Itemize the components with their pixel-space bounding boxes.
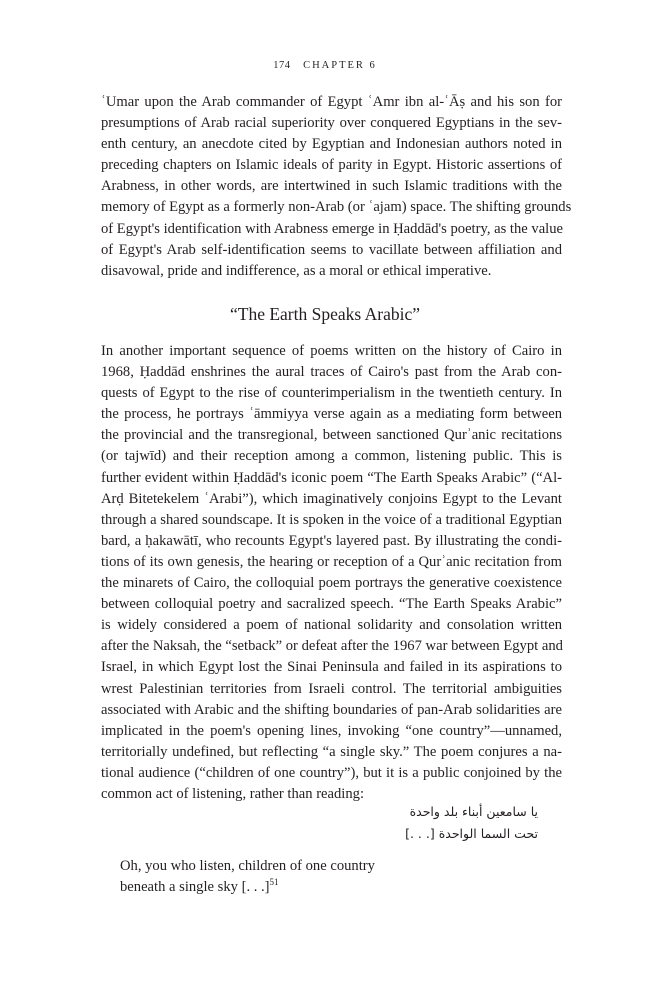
text-line: further evident within Ḥaddād's iconic poem “The Earth Speaks Arabic” (“Al- xyxy=(101,469,562,486)
section-heading: “The Earth Speaks Arabic” xyxy=(230,304,420,324)
text-line: after the Naksah, the “setback” or defeat after the 1967 war between Egypt and xyxy=(101,638,563,655)
text-line: Arḍ Bitetekelem ʿArabi”), which imaginatively conjoins Egypt to the Levant xyxy=(101,490,562,507)
text-line: of Egypt's Arab self-identification seems to vacillate between affiliation and xyxy=(101,241,562,258)
footnote-ref[interactable]: 51 xyxy=(269,877,279,887)
text-line: tions of its own genesis, the hearing or reception of a Qurʾanic recitation from xyxy=(101,553,562,570)
text-line: In another important sequence of poems written on the history of Cairo in xyxy=(101,343,562,359)
text-line: (or tajwīd) and their reception among a common, listening public. This is xyxy=(101,448,562,465)
text-line: the provincial and the transregional, between sanctioned Qurʾanic recitations xyxy=(101,427,562,444)
text-line: preceding chapters on Islamic ideals of parity in Egypt. Historic assertions of xyxy=(101,157,562,174)
text-line: bard, a ḥakawātī, who recounts Egypt's layered past. By illustrating the condi- xyxy=(101,532,562,549)
translation-line: Oh, you who listen, children of one country xyxy=(120,858,375,874)
text-line: of Egypt's identification with Arabness emerge in Ḥaddād's poetry, as the value xyxy=(101,220,564,237)
text-line: common act of listening, rather than reading: xyxy=(101,785,365,802)
text-line: the minarets of Cairo, the colloquial poem portrays the generative coexistence xyxy=(101,575,562,592)
arabic-verse-line: تحت السما الواحدة [. . .] xyxy=(405,826,538,841)
text-line: associated with Arabic and the shifting boundaries of pan-Arab solidarities are xyxy=(101,701,562,718)
text-line: disavowal, pride and indifference, as a moral or ethical imperative. xyxy=(101,262,492,279)
arabic-verse-line: يا سامعين أبناء بلد واحدة xyxy=(409,804,538,819)
translation-line xyxy=(120,877,540,898)
page-number: 174 xyxy=(273,60,291,71)
text-line: memory of Egypt as a formerly non-Arab (or ʿajam) space. The shifting grounds xyxy=(101,199,572,216)
paragraph-1 xyxy=(101,92,572,282)
text-line: territorially undefined, but reflecting “a single sky.” The poem conjures a na- xyxy=(101,743,562,760)
text-line: between colloquial poetry and sacralized speech. “The Earth Speaks Arabic” xyxy=(101,596,562,613)
text-line: through a shared soundscape. It is spoken in the voice of a traditional Egyptian xyxy=(101,511,562,528)
text-line: tional audience (“children of one country”), but it is a public conjoined by the xyxy=(101,764,562,781)
text-line: quests of Egypt to the rise of counterimperialism in the twentieth century. In xyxy=(101,385,562,402)
text-line: enth century, an anecdote cited by Egyptian and Indonesian authors noted in xyxy=(101,136,562,153)
text-line: ʿUmar upon the Arab commander of Egypt ʿAmr ibn al-ʿĀṣ and his son for xyxy=(101,94,562,110)
text-line: presumptions of Arab racial superiority over conquered Egyptians in the sev- xyxy=(101,115,562,132)
translation-text: beneath a single sky [. . .] xyxy=(120,879,270,895)
text-line: wrest Palestinian territories from Israeli control. The territorial ambiguities xyxy=(101,680,562,697)
paragraph-2 xyxy=(101,341,562,805)
chapter-label: CHAPTER 6 xyxy=(303,60,377,71)
text-line: Arabness, in other words, are intertwined in such Islamic traditions with the xyxy=(101,178,562,195)
text-line: is widely considered a poem of national solidarity and consolation written xyxy=(101,617,562,634)
text-line: 1968, Ḥaddād enshrines the aural traces of Cairo's past from the Arab con- xyxy=(101,364,562,381)
text-line: the process, he portrays ʿāmmiyya verse again as a mediating form between xyxy=(101,406,562,423)
text-line: implicated in the poem's opening lines, invoking “one country”—unnamed, xyxy=(101,722,562,739)
running-head xyxy=(0,60,650,71)
text-line: Israel, in which Egypt lost the Sinai Peninsula and failed in its aspirations to xyxy=(101,659,562,676)
